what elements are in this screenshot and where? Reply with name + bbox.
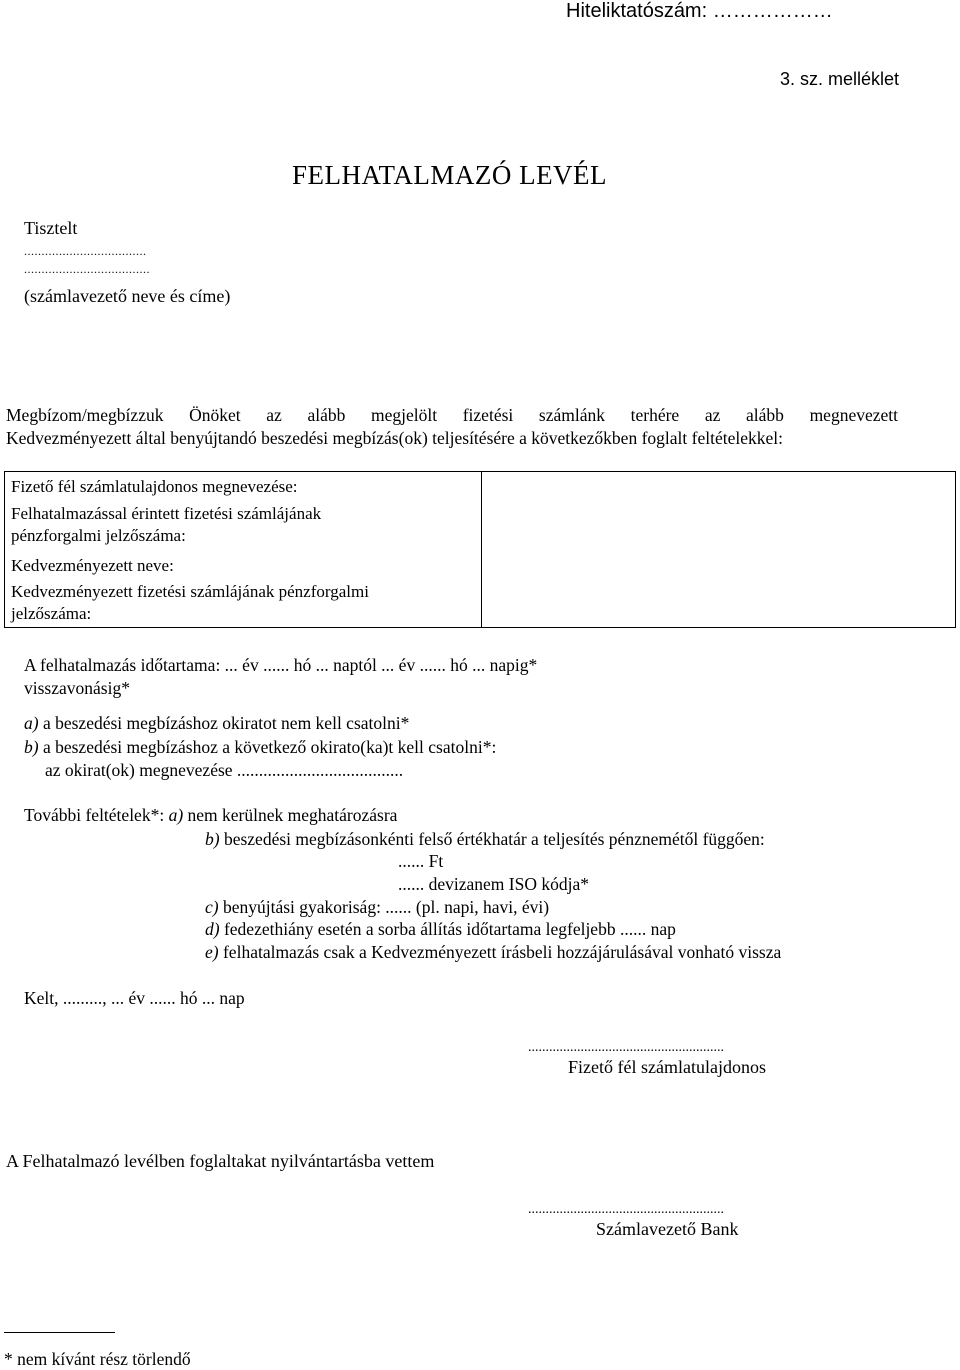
further-conditions-c — [205, 897, 549, 918]
limit-currency-line: ...... devizanem ISO kódja* — [398, 874, 589, 894]
beneficiary-name-label: Kedvezményezett neve: — [11, 556, 174, 575]
further-b-marker: b) — [205, 829, 220, 849]
option-b-text: a beszedési megbízáshoz a következő okirato(ka)t kell csatolni*: — [38, 737, 497, 757]
further-e-marker: e) — [205, 942, 219, 962]
further-c-text: benyújtási gyakoriság: ...... (pl. napi, havi, évi) — [218, 897, 550, 917]
intro-line-2: Kedvezményezett által benyújtandó beszedési megbízás(ok) teljesítésére a következőkben foglalt feltételekkel: — [6, 428, 783, 448]
payer-info-table — [4, 471, 956, 628]
further-conditions-b — [205, 829, 765, 850]
payer-account-label-2: pénzforgalmi jelzőszáma: — [11, 526, 186, 545]
bank-signature-label: Számlavezető Bank — [596, 1219, 739, 1239]
bank-signature-line: ........................................................ — [528, 1202, 724, 1217]
payer-signature-line: ........................................................ — [528, 1040, 724, 1055]
further-d-text: fedezethiány esetén a sorba állítás időtartama legfeljebb ...... nap — [219, 919, 676, 939]
annex-label: 3. sz. melléklet — [780, 69, 900, 89]
documents-name-line: az okirat(ok) megnevezése ...................................... — [45, 760, 404, 780]
document-title: FELHATALMAZÓ LEVÉL — [292, 160, 608, 190]
reference-number-label: Hiteliktatószám: ……………… — [566, 0, 833, 22]
until-revoked-option: visszavonásig* — [24, 678, 130, 698]
addressee-hint: (számlavezető neve és címe) — [24, 286, 231, 306]
footnote-rule — [4, 1332, 115, 1333]
intro-paragraph — [6, 404, 898, 450]
footnote: * nem kívánt rész törlendő — [4, 1349, 191, 1369]
further-conditions-label: További feltételek*: — [24, 805, 169, 825]
addressee-dots-2: .................................... — [24, 262, 150, 276]
beneficiary-account-label-1: Kedvezményezett fizetési számlájának pénzforgalmi — [11, 582, 369, 601]
further-a-text: nem kerülnek meghatározásra — [183, 805, 398, 825]
further-conditions-d — [205, 919, 676, 940]
further-conditions-e — [205, 942, 781, 963]
date-line: Kelt, ........., ... év ...... hó ... nap — [24, 988, 245, 1008]
further-b-text: beszedési megbízásonkénti felső értékhatár a teljesítés pénznemétől függően: — [219, 829, 765, 849]
table-column-divider — [481, 472, 482, 627]
payer-account-label-1: Felhatalmazással érintett fizetési számlájának — [11, 504, 322, 523]
intro-line-1: Megbízom/megbízzuk Önöket az alább megjelölt fizetési számlánk terhére az alább megnevezett — [6, 405, 898, 425]
option-a-text: a beszedési megbízáshoz okiratot nem kell csatolni* — [38, 713, 410, 733]
option-b-marker: b) — [24, 737, 39, 757]
documents-option-b — [24, 737, 496, 758]
payer-name-label: Fizető fél számlatulajdonos megnevezése: — [11, 477, 298, 496]
beneficiary-account-label-2: jelzőszáma: — [11, 604, 92, 623]
beneficiary-account-label — [11, 581, 369, 625]
further-d-marker: d) — [205, 919, 220, 939]
duration-line: A felhatalmazás időtartama: ... év ...... hó ... naptól ... év ...... hó ... napig* — [24, 655, 538, 675]
further-e-text: felhatalmazás csak a Kedvezményezett írásbeli hozzájárulásával vonható vissza — [218, 942, 782, 962]
further-a-marker: a) — [168, 805, 184, 825]
documents-option-a — [24, 713, 409, 734]
option-a-marker: a) — [24, 713, 39, 733]
salutation: Tisztelt — [24, 218, 78, 238]
addressee-dots-1: ................................... — [24, 244, 147, 258]
payer-account-label — [11, 503, 321, 547]
limit-ft-line: ...... Ft — [398, 851, 444, 871]
payer-signature-label: Fizető fél számlatulajdonos — [568, 1057, 766, 1077]
further-conditions-a — [24, 805, 397, 826]
further-c-marker: c) — [205, 897, 219, 917]
registration-statement: A Felhatalmazó levélben foglaltakat nyilvántartásba vettem — [6, 1151, 435, 1171]
